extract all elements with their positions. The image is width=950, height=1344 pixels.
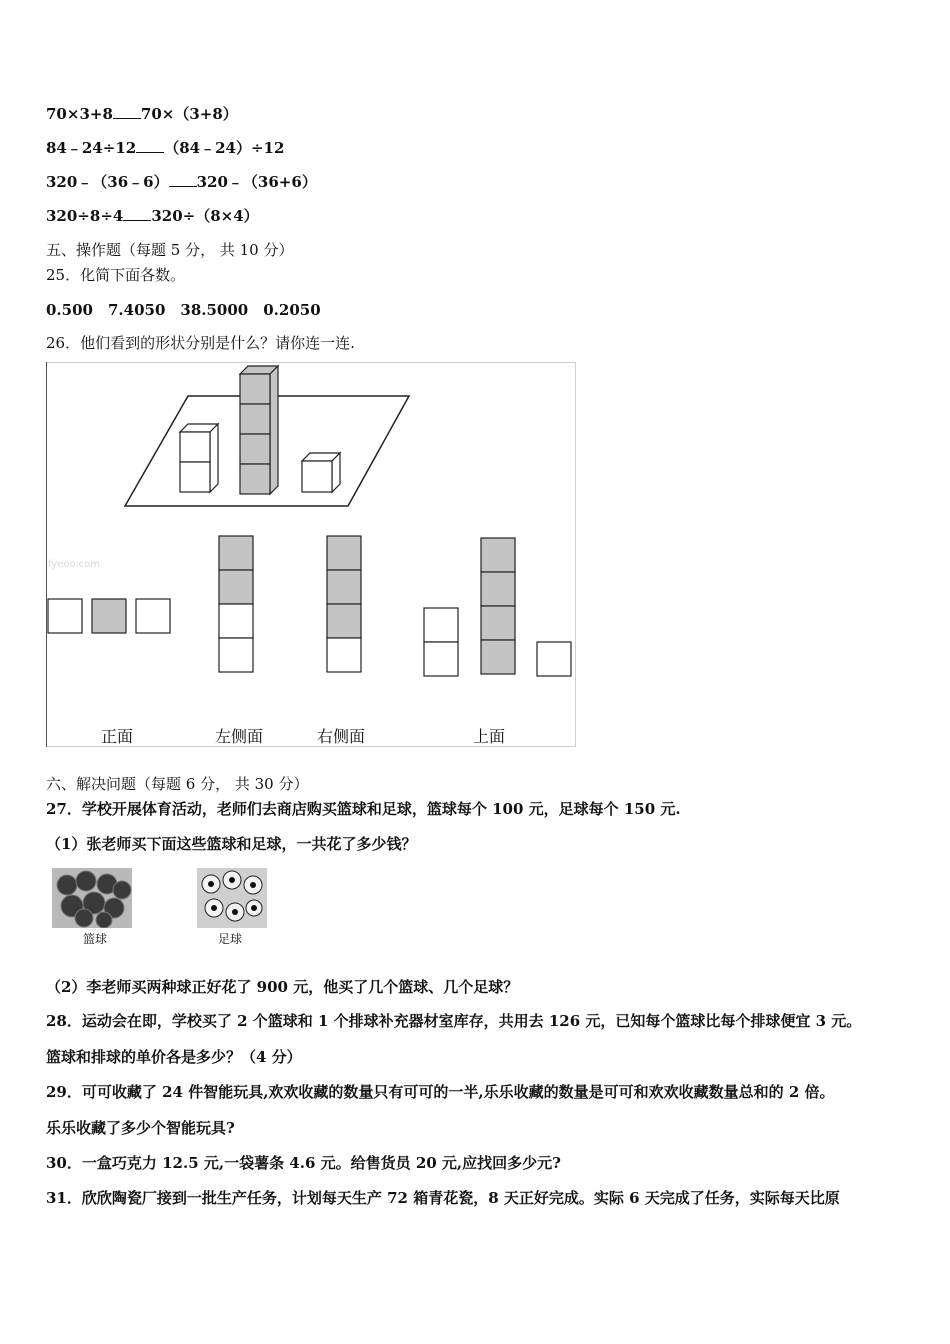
compare-left: 320﹣（36﹣6） [46,173,169,191]
watermark: fyeoo.com [48,559,101,570]
question-31: 31．欣欣陶瓷厂接到一批生产任务，计划每天生产 72 箱青花瓷，8 天正好完成。实际 6 天完成了任务，实际每天比原 [46,1189,840,1207]
question-30: 30．一盒巧克力 12.5 元,一袋薯条 4.6 元。给售货员 20 元,应找回多少元? [46,1154,561,1172]
compare-left: 320÷8÷4 [46,207,124,225]
right-side-view-shape [327,536,361,672]
right-cube [302,453,340,492]
question-28-line-1: 28．运动会在即，学校买了 2 个篮球和 1 个排球补充器材室库存，共用去 126 元，已知每个篮球比每个排球便宜 3 元。 [46,1012,862,1030]
compare-left: 70×3+8 [46,105,113,123]
question-27-part-1: （1）张老师买下面这些篮球和足球，一共花了多少钱？ [46,835,417,853]
soccer-ball-image [197,868,267,928]
question-27: 27．学校开展体育活动，老师们去商店购买篮球和足球，篮球每个 100 元，足球每个 150 元. [46,800,681,818]
compare-right: （84﹣24）÷12 [164,139,285,157]
answer-blank[interactable] [169,174,197,187]
front-view-shape [48,599,170,633]
top-view-shape [424,538,571,676]
label-left-side: 左侧面 [215,727,264,746]
compare-right: 320﹣（36+6） [196,173,317,191]
answer-blank[interactable] [123,208,151,221]
compare-row-4 [46,205,259,226]
question-29-line-1: 29．可可收藏了 24 件智能玩具,欢欢收藏的数量只有可可的一半,乐乐收藏的数量是可可和欢欢收藏数量总和的 2 倍。 [46,1083,835,1101]
left-side-view-shape [219,536,253,672]
section-5-title: 五、操作题（每题 5 分， 共 10 分） [46,241,294,259]
question-26: 26．他们看到的形状分别是什么？请你连一连. [46,334,355,352]
answer-blank[interactable] [136,140,164,153]
compare-row-3 [46,171,317,192]
center-cube-stack [240,366,278,494]
label-top: 上面 [473,727,506,746]
question-25: 25．化简下面各数。 [46,266,186,284]
question-29-line-2: 乐乐收藏了多少个智能玩具? [46,1119,235,1137]
compare-right: 70×（3+8） [140,105,238,123]
question-25-numbers: 0.500 7.4050 38.5000 0.2050 [46,301,321,319]
basketball-caption: 篮球 [83,932,108,946]
soccer-ball-caption: 足球 [218,932,243,946]
label-right-side: 右侧面 [317,727,366,746]
left-cube-stack [180,424,218,492]
question-27-part-2: （2）李老师买两种球正好花了 900 元，他买了几个篮球、几个足球？ [46,978,519,996]
answer-blank[interactable] [113,106,141,119]
compare-row-1 [46,103,238,124]
views-figure [46,362,576,747]
compare-row-2 [46,137,284,158]
section-6-title: 六、解决问题（每题 6 分， 共 30 分） [46,775,309,793]
basketball-image [52,868,132,928]
compare-left: 84﹣24÷12 [46,139,137,157]
question-28-line-2: 篮球和排球的单价各是多少？（4 分） [46,1048,302,1066]
label-front: 正面 [101,727,134,746]
compare-right: 320÷（8×4） [151,207,259,225]
